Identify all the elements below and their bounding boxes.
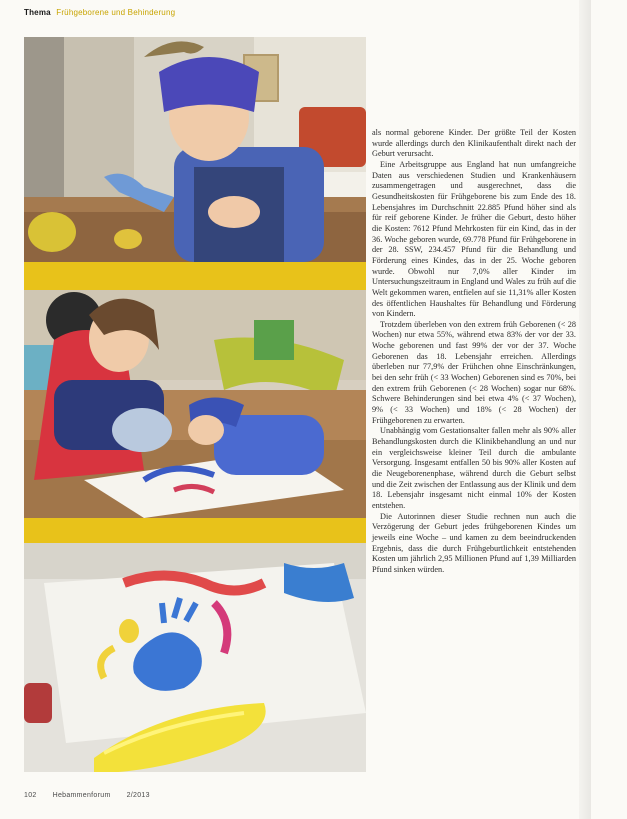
color-band-top xyxy=(24,262,366,290)
color-band-bottom xyxy=(24,518,366,543)
section-label: Thema xyxy=(24,8,51,17)
photo-children-drawing xyxy=(24,290,366,518)
article-paragraph: Die Autorinnen dieser Studie rechnen nun auch die Verzögerung der Geburt jedes frühgeborenen Kindes um jeweils eine Woche – und kamen zu dem beeindruckenden Ergebnis, dass die durch Frühgeburtlichkeit entstehenden Kosten um jährlich 2,95 Millionen Pfund auf 1,39 Milliarden Pfund sinken würden. xyxy=(372,511,576,574)
article-paragraph: als normal geborene Kinder. Der größte Teil der Kosten wurde allerdings durch den Klinikaufenthalt direkt nach der Geburt verursacht. xyxy=(372,128,576,159)
article-text xyxy=(372,128,576,576)
issue-number: 2/2013 xyxy=(126,792,150,799)
article-paragraph: Trotzdem überleben von den extrem früh Geborenen (< 28 Wochen) nur etwa 55%, während etwa 83% der vor der 33. Woche geborenen und fast 99% der vor der 37. Woche Geborenen das 18. Lebensjahr erreichen. Allerdings überleben nur 77,9% der Frühchen ohne Einschränkungen, bei den sehr früh (< 33 Wochen) Geborenen sind es 70%, bei den extrem früh Geborenen (< 28 Wochen) sogar nur 68%. Schwere Behinderungen sind bei etwa 4% (< 37 Wochen), 9% (< 33 Wochen) und 18% (< 28 Wochen) der Frühgeborenen zu erwarten. xyxy=(372,319,576,425)
article-paragraph: Unabhängig vom Gestationsalter fallen mehr als 90% aller Behandlungskosten durch die Klinikbehandlung an und nur ein vergleichsweise kleiner Teil durch die ambulante Versorgung. Insgesamt entfallen 50 bis 90% aller Kosten auf die Neugeborenenphase, während durch die Geburt selbst und die Zeit zwischen der Entlassung aus der Klinik und dem 18. Lebensjahr insgesamt nicht einmal 10% der Kosten entstehen. xyxy=(372,426,576,510)
page-header xyxy=(24,8,175,17)
photo-child-headband-image xyxy=(24,37,366,262)
page-edge-shadow xyxy=(579,0,591,819)
photo-child-headband xyxy=(24,37,366,262)
section-topic: Frühgeborene und Behinderung xyxy=(56,8,176,17)
photo-handprints-image xyxy=(24,543,366,772)
photo-handprints xyxy=(24,543,366,772)
magazine-name: Hebammenforum xyxy=(52,792,111,799)
page-footer xyxy=(24,792,150,799)
page-number: 102 xyxy=(24,792,37,799)
photo-children-drawing-image xyxy=(24,290,366,518)
article-paragraph: Eine Arbeitsgruppe aus England hat nun umfangreiche Daten aus verschiedenen Studien und Krankenhäusern zusammengetragen und ausgerechnet, dass die Gesundheitskosten für Frühgeborene bis zum Ende des 18. Lebensjahres im Durchschnitt 22.885 Pfund höher sind als für reif geborene Kinder. Je früher die Geburt, desto höher die Kosten: 7612 Pfund Mehrkosten für ein Kind, das in der 36. Woche geboren wurde, 69.778 Pfund für Frühgeborene in der 28. SSW, 234.457 Pfund für die Behandlung und Förderung eines Kindes, das in der 25. Woche geboren wurde. Obwohl nur 7,0% aller Kinder im Untersuchungszeitraum in England und Wales zu früh auf die Welt gekommen waren, entfielen auf sie 11,31% aller Kosten des öffentlichen Haushaltes für Behandlung und Förderung von Kindern. xyxy=(372,159,576,319)
